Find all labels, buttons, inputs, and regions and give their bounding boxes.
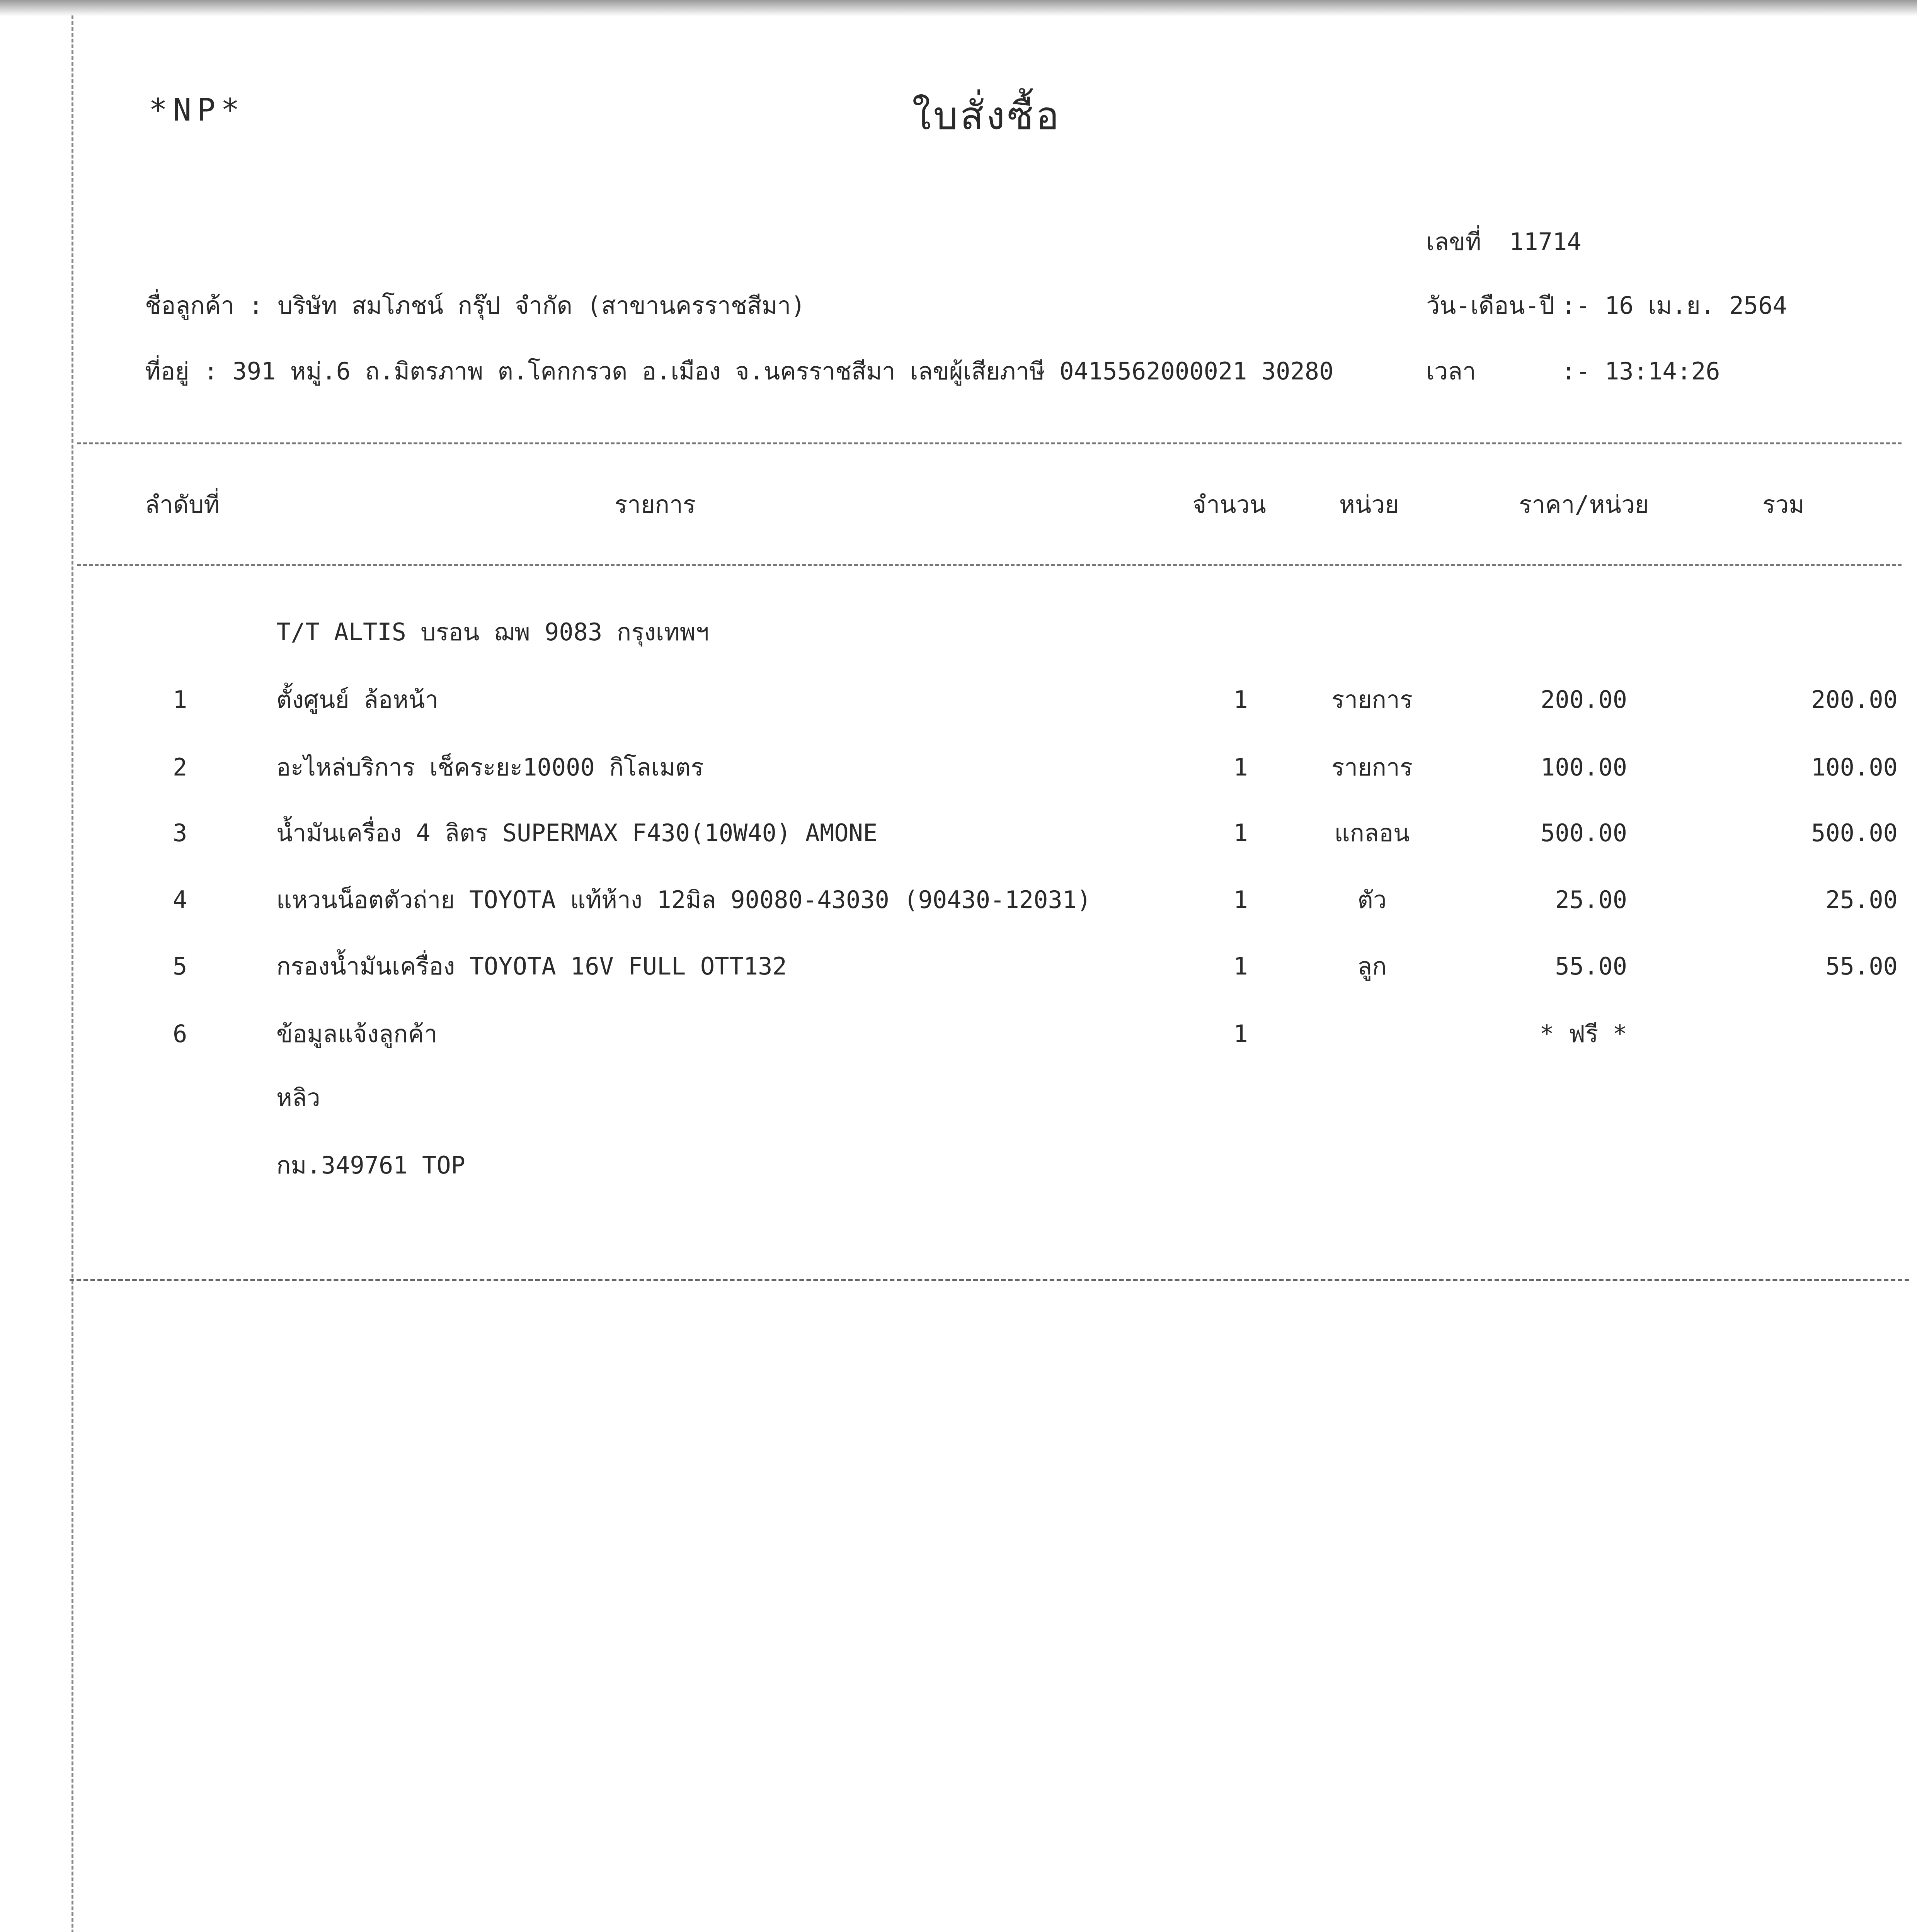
row-unit: ลูก — [1357, 952, 1387, 980]
col-header-total: รวม — [1762, 490, 1805, 519]
col-header-item: รายการ — [615, 490, 696, 519]
row-price: * ฟรี * — [1539, 1020, 1627, 1048]
row-price: 100.00 — [1541, 753, 1627, 781]
row-price: 25.00 — [1555, 886, 1627, 914]
row-price: 55.00 — [1555, 952, 1627, 980]
row-item: กรองน้ำมันเครื่อง TOYOTA 16V FULL OTT132 — [276, 952, 787, 980]
np-mark: *NP* — [149, 92, 245, 128]
time-value: :- 13:14:26 — [1561, 357, 1720, 385]
form-left-border — [72, 15, 73, 1932]
row-price: 200.00 — [1541, 685, 1627, 714]
customer-address: ที่อยู่ : 391 หมู่.6 ถ.มิตรภาพ ต.โคกกรวด อ.เมือง จ.นครราชสีมา เลขผู้เสียภาษี 0415562000021 30280 — [145, 357, 1334, 385]
row-qty: 1 — [1233, 1020, 1248, 1048]
note-line: หลิว — [276, 1083, 320, 1112]
items-end-separator — [70, 1279, 1909, 1281]
row-unit: แกลอน — [1334, 819, 1410, 847]
col-header-price: ราคา/หน่วย — [1519, 490, 1649, 519]
col-header-unit: หน่วย — [1339, 490, 1399, 519]
row-no: 1 — [173, 685, 187, 714]
row-no: 6 — [173, 1020, 187, 1048]
document-title: ใบสั่งซื้อ — [912, 93, 1062, 138]
row-total: 200.00 — [1811, 685, 1898, 714]
vehicle-info: T/T ALTIS บรอน ฌพ 9083 กรุงเทพฯ — [276, 618, 709, 646]
note-line: กม.349761 TOP — [276, 1151, 466, 1179]
row-total: 100.00 — [1811, 753, 1898, 781]
row-qty: 1 — [1233, 886, 1248, 914]
row-total: 25.00 — [1825, 886, 1898, 914]
row-qty: 1 — [1233, 819, 1248, 847]
row-no: 2 — [173, 753, 187, 781]
row-item: อะไหล่บริการ เช็คระยะ10000 กิโลเมตร — [276, 753, 704, 781]
row-qty: 1 — [1233, 952, 1248, 980]
row-no: 4 — [173, 886, 187, 914]
date-value: :- 16 เม.ย. 2564 — [1561, 291, 1787, 320]
doc-number: 11714 — [1509, 228, 1582, 256]
row-item: ข้อมูลแจ้งลูกค้า — [276, 1020, 438, 1048]
row-total: 55.00 — [1825, 952, 1898, 980]
time-label: เวลา — [1426, 357, 1476, 385]
header-separator — [77, 442, 1902, 444]
row-price: 500.00 — [1541, 819, 1627, 847]
row-total: 500.00 — [1811, 819, 1898, 847]
col-header-qty: จำนวน — [1192, 490, 1266, 519]
scan-top-edge — [0, 0, 1917, 16]
row-unit: รายการ — [1331, 685, 1413, 714]
row-unit: ตัว — [1357, 886, 1387, 914]
date-label: วัน-เดือน-ปี — [1426, 291, 1555, 320]
doc-number-label: เลขที่ — [1426, 228, 1481, 256]
row-qty: 1 — [1233, 685, 1248, 714]
customer-name: ชื่อลูกค้า : บริษัท สมโภชน์ กรุ๊ป จำกัด (สาขานครราชสีมา) — [145, 291, 805, 320]
row-item: ตั้งศูนย์ ล้อหน้า — [276, 685, 439, 714]
row-no: 5 — [173, 952, 187, 980]
col-header-no: ลำดับที่ — [145, 490, 220, 519]
row-unit: รายการ — [1331, 753, 1413, 781]
row-item: แหวนน็อตตัวถ่าย TOYOTA แท้ห้าง 12มิล 90080-43030 (90430-12031) — [276, 886, 1091, 914]
row-qty: 1 — [1233, 753, 1248, 781]
row-item: น้ำมันเครื่อง 4 ลิตร SUPERMAX F430(10W40) AMONE — [276, 819, 878, 847]
table-header-separator — [77, 564, 1902, 566]
row-no: 3 — [173, 819, 187, 847]
